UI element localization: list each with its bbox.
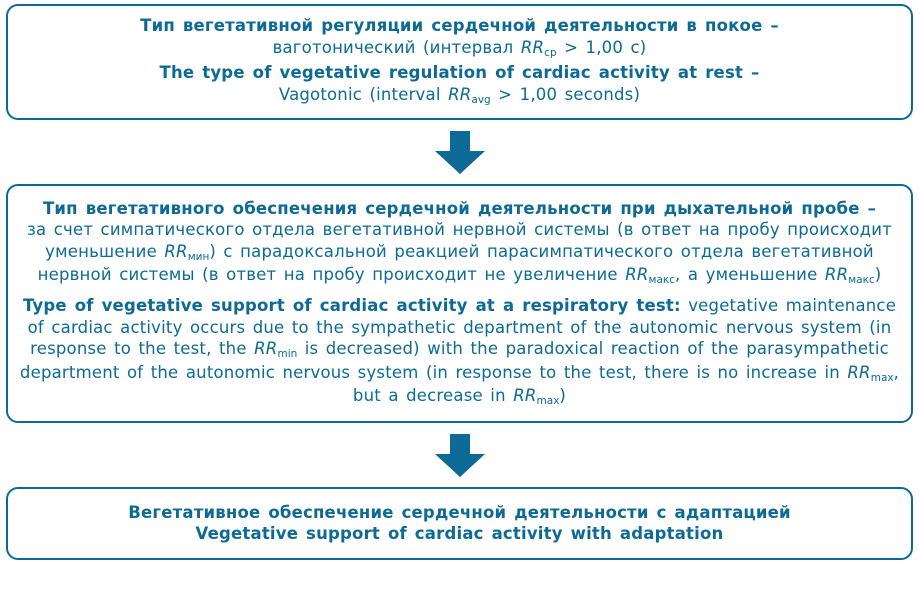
rr-min-subscript-en: min [277,347,298,360]
down-arrow-icon [432,131,488,175]
rr-symbol-en: RR [448,85,472,105]
node1-line-en-value: Vagotonic (interval $RR_{avg} > 1,00$ seconds) [278,85,641,107]
connector-arrow-1 [6,131,913,175]
node1-line-ru-title: Тип вегетативной регуляции сердечной деятельности в покое – [140,16,779,35]
rr-min-symbol-en: RR [254,338,278,358]
node2-ru-text: Тип вегетативного обеспечения сердечной деятельности при дыхательной пробе – за счет симпатического отдела вегетативной нервной системы (в ответ на пробу происходит уменьшение $RR_{мин}$) с парадоксальной реакцией парасимпатического отдела вегетативной нервной системы (в ответ на пробу происходит не увеличение $RR_{макс}$, а уменьшение $RR_{макс}$) [27,199,892,287]
rr-max-symbol-ru-1: RR [625,265,649,285]
rr-subscript-en: avg [471,94,491,107]
node3-line-en: Vegetative support of cardiac activity with adaptation [195,524,724,544]
connector-arrow-2 [6,434,913,478]
node3-line-ru: Вегетативное обеспечение сердечной деятельности с адаптацией [128,502,791,522]
rr-max-subscript-ru-1: макс [648,274,676,287]
flow-node-respiratory-test [6,184,913,423]
rr-subscript-ru: ср [544,47,557,60]
rr-symbol-ru: RR [520,38,545,58]
rr-max-subscript-en-2: max [536,395,560,408]
rr-min-symbol-ru: RR [164,241,188,261]
flow-node-rest-regulation [6,4,913,120]
node2-english-block [18,295,901,409]
node1-line-en-title: The type of vegetative regulation of cardiac activity at rest – [159,63,760,83]
down-arrow-icon [432,434,488,478]
node1-line-ru-value: ваготонический (интервал $RR_{ср} > 1,00$ с) [272,38,647,60]
flow-node-adaptation [6,487,913,560]
rr-max-symbol-en-2: RR [513,386,537,406]
rr-max-symbol-en-1: RR [847,362,871,382]
rr-min-subscript-ru: мин [187,250,210,263]
node2-russian-block [18,198,901,288]
rr-max-symbol-ru-2: RR [824,265,849,285]
node2-en-text: Type of vegetative support of cardiac activity at a respiratory test: vegetative maintenance of cardiac activity occurs due to the sympathetic department of the autonomic nervous system (in response to the test, the $RR_{min}$ is decreased) with the paradoxical reaction of the parasympathetic department of the autonomic nervous system (in response to the test, there is no increase in $RR_{max}$, but a decrease in $RR_{max}$) [19,296,900,408]
rr-max-subscript-en-1: max [870,371,894,384]
rr-max-subscript-ru-2: макс [848,274,875,287]
